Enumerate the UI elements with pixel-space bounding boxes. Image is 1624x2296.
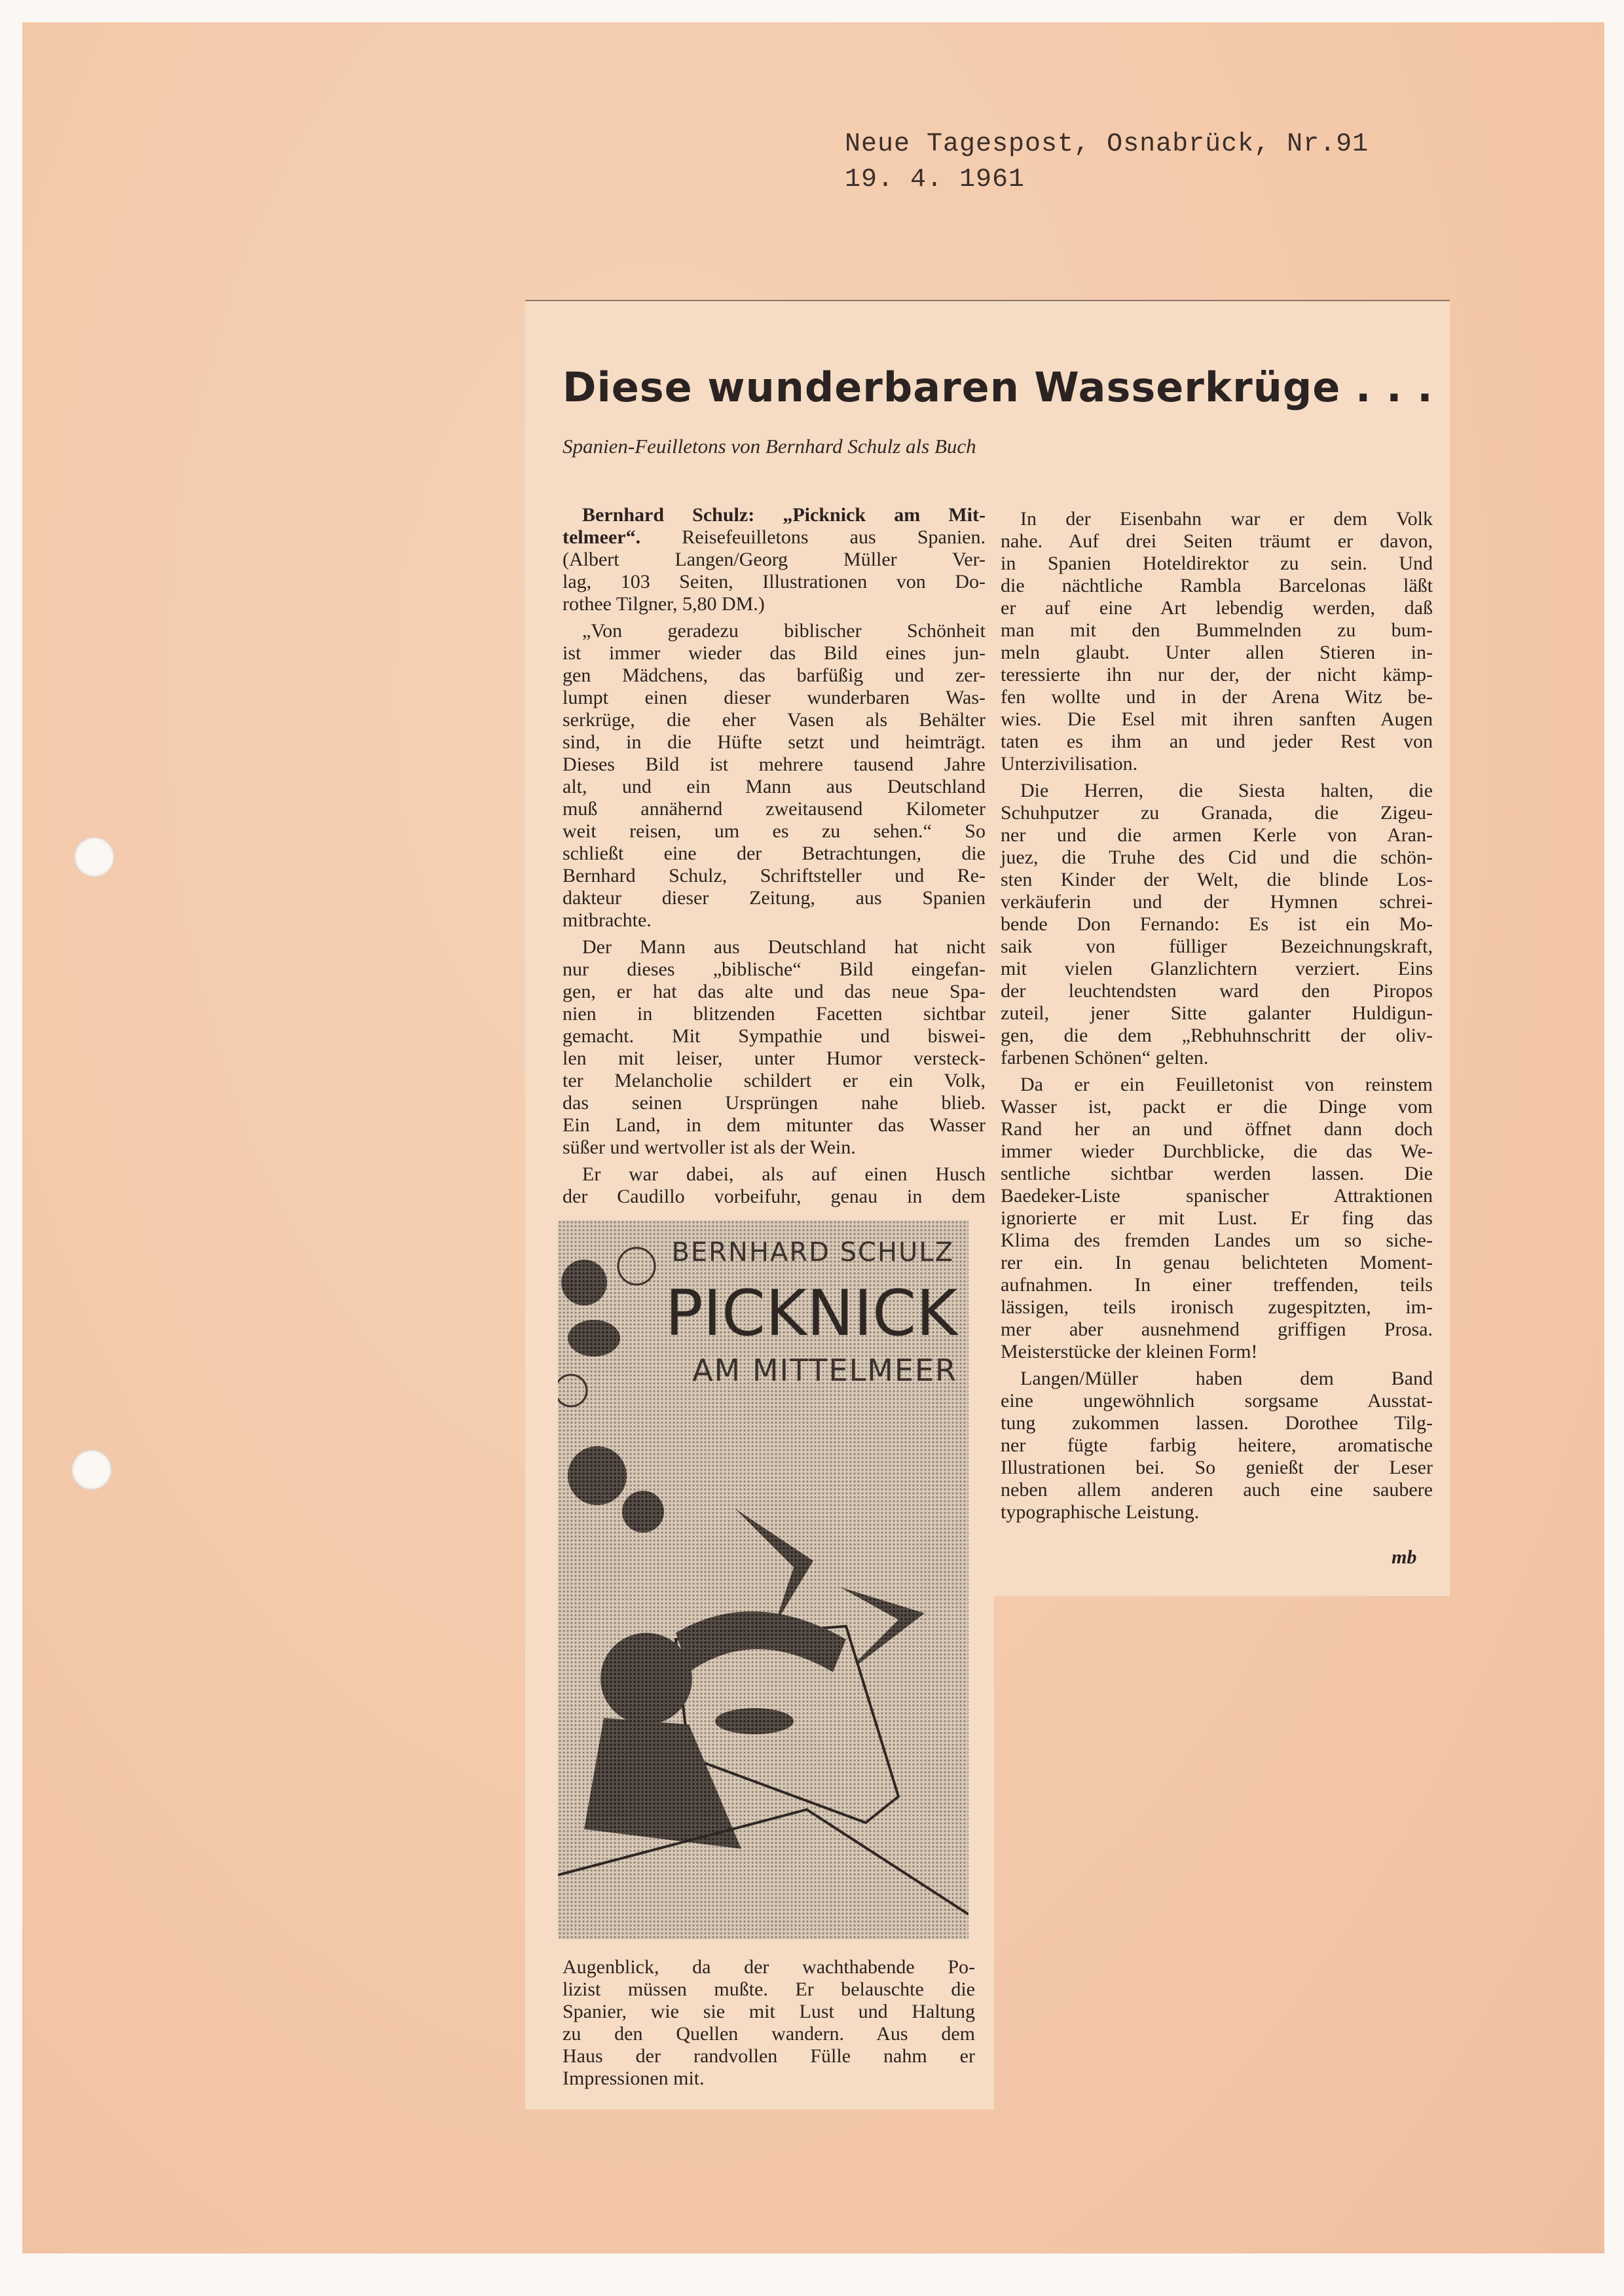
text-line: Der Mann aus Deutschland hat nicht — [582, 936, 986, 958]
cover-author: BERNHARD SCHULZ — [671, 1237, 954, 1267]
text-line: ner und die armen Kerle von Aran- — [1001, 824, 1433, 846]
text-line: er auf eine Art lebendig werden, daß — [1001, 597, 1433, 619]
text-line: juez, die Truhe des Cid und die schön- — [1001, 847, 1433, 868]
text-line: ignorierte er mit Lust. Er fing das — [1001, 1207, 1433, 1229]
text-line: lumpt einen dieser wunderbaren Was- — [563, 687, 986, 708]
paragraph — [1001, 1074, 1433, 1363]
text-line: der Caudillo vorbeifuhr, genau in dem — [563, 1186, 986, 1207]
paragraph — [563, 1956, 975, 2090]
text-line: len mit leiser, unter Humor versteck- — [563, 1048, 986, 1069]
text-line: sind, in die Hüfte setzt und heimträgt. — [563, 731, 986, 753]
cover-subtitle: AM MITTELMEER — [692, 1353, 957, 1388]
text-line: Unterzivilisation. — [1001, 753, 1138, 774]
bold-text: Bernhard Schulz: „Picknick am Mit- — [582, 504, 986, 526]
bull-eye — [715, 1708, 794, 1734]
text-line: (Albert Langen/Georg Müller Ver- — [563, 549, 986, 570]
text-line: bende Don Fernando: Es ist ein Mo- — [1001, 913, 1433, 935]
text-line: Langen/Müller haben dem Band — [1020, 1368, 1433, 1389]
paragraph — [563, 936, 986, 1159]
text-line: sten Kinder der Welt, die blinde Los- — [1001, 869, 1433, 890]
text-line — [563, 526, 986, 549]
text-line: ist immer wieder das Bild eines jun- — [563, 642, 986, 664]
text-line: tung zukommen lassen. Dorothee Tilg- — [1001, 1412, 1433, 1434]
fruit-circle — [622, 1491, 664, 1533]
text-line: wies. Die Esel mit ihren sanften Augen — [1001, 708, 1433, 730]
text-line: Schuhputzer zu Granada, die Zigeu- — [1001, 802, 1433, 824]
text-line: taten es ihm an und jeder Rest von — [1001, 731, 1433, 752]
fruit-circle — [568, 1446, 627, 1505]
text-line: ner fügte farbig heitere, aromatische — [1001, 1434, 1433, 1456]
source-line: Neue Tagespost, Osnabrück, Nr.91 — [845, 130, 1369, 159]
text-line: nien in blitzenden Facetten sichtbar — [563, 1003, 986, 1025]
text-line: Rand her an und öffnet dann doch — [1001, 1118, 1433, 1140]
text-line: rer ein. In genau belichteten Moment- — [1001, 1252, 1433, 1273]
text-line: zuteil, jener Sitte galanter Huldigun- — [1001, 1002, 1433, 1024]
paragraph — [1001, 508, 1433, 775]
book-cover-illustration — [558, 1220, 969, 1939]
text-line: gen, die dem „Rebhuhnschritt der oliv- — [1001, 1025, 1433, 1046]
text-line: farbenen Schönen“ gelten. — [1001, 1047, 1209, 1068]
text-line: Baedeker-Liste spanischer Attraktionen — [1001, 1185, 1433, 1207]
text: Reisefeuilletons aus Spanien. — [640, 526, 986, 548]
text-line: In der Eisenbahn war er dem Volk — [1020, 508, 1433, 530]
text-line: ter Melancholie schildert er ein Volk, — [563, 1070, 986, 1091]
text-line: gemacht. Mit Sympathie und biswei- — [563, 1025, 986, 1047]
text-line: die nächtliche Rambla Barcelonas läßt — [1001, 575, 1433, 596]
text-line: Spanier, wie sie mit Lust und Haltung — [563, 2001, 975, 2022]
text-line: nur dieses „biblische“ Bild eingefan- — [563, 958, 986, 980]
punch-hole-top — [74, 837, 115, 877]
date-line: 19. 4. 1961 — [845, 165, 1025, 194]
text-line: verkäuferin und der Hymnen schrei- — [1001, 891, 1433, 913]
text-line: alt, und ein Mann aus Deutschland — [563, 776, 986, 797]
text-line: süßer und wertvoller ist als der Wein. — [563, 1137, 856, 1158]
text-line: meln glaubt. Unter allen Stieren in- — [1001, 642, 1433, 663]
text-line: lag, 103 Seiten, Illustrationen von Do- — [563, 571, 986, 592]
text-line: zu den Quellen wandern. Aus dem — [563, 2023, 975, 2045]
text-line: rothee Tilgner, 5,80 DM.) — [563, 593, 765, 615]
text-line: weit reisen, um es zu sehen.“ So — [563, 820, 986, 842]
text-line: Illustrationen bei. So genießt der Leser — [1001, 1457, 1433, 1478]
text-line: nahe. Auf drei Seiten träumt er davon, — [1001, 530, 1433, 552]
text-line: Ein Land, in dem mitunter das Wasser — [563, 1114, 986, 1136]
text-line: fen wollte und in der Arena Witz be- — [1001, 686, 1433, 708]
text-line: immer wieder Durchblicke, die das We- — [1001, 1140, 1433, 1162]
paragraph — [563, 1163, 986, 1208]
text-line: eine ungewöhnlich sorgsame Ausstat- — [1001, 1390, 1433, 1412]
article-subtitle: Spanien-Feuilletons von Bernhard Schulz als Buch — [563, 435, 976, 458]
text-line: man mit den Bummelnden zu bum- — [1001, 619, 1433, 641]
figure-head — [600, 1633, 692, 1724]
paragraph — [563, 504, 986, 615]
left-column-continued — [563, 1956, 975, 2094]
text-line: mitbrachte. — [563, 909, 652, 931]
left-column — [563, 504, 986, 1212]
text-line: Wasser ist, packt er die Dinge vom — [1001, 1096, 1433, 1118]
fruit-circle — [561, 1260, 607, 1305]
fruit-circle — [568, 1320, 620, 1357]
text-line: Da er ein Feuilletonist von reinstem — [1020, 1074, 1433, 1095]
author-signature: mb — [1392, 1546, 1417, 1568]
text-line: saik von fülliger Bezeichnungskraft, — [1001, 936, 1433, 957]
text-line: mer aber ausnehmend griffigen Prosa. — [1001, 1319, 1433, 1340]
text-line: gen Mädchens, das barfüßig und zer- — [563, 665, 986, 686]
text-line: Dieses Bild ist mehrere tausend Jahre — [563, 754, 986, 775]
text-line: neben allem anderen auch eine saubere — [1001, 1479, 1433, 1501]
text-line: „Von geradezu biblischer Schönheit — [582, 620, 986, 642]
text-line: lässigen, teils ironisch zugespitzten, im- — [1001, 1296, 1433, 1318]
text-line: in Spanien Hoteldirektor zu sein. Und — [1001, 553, 1433, 574]
bold-text: telmeer“. — [563, 526, 641, 548]
punch-hole-bottom — [71, 1449, 112, 1490]
text-line: sentliche sichtbar werden lassen. Die — [1001, 1163, 1433, 1184]
text-line: Er war dabei, als auf einen Husch — [582, 1163, 986, 1185]
paragraph — [1001, 780, 1433, 1069]
right-column — [1001, 508, 1433, 1528]
text-line — [563, 504, 986, 526]
paragraph — [563, 620, 986, 932]
text-line: Haus der randvollen Fülle nahm er — [563, 2045, 975, 2067]
text-line: Die Herren, die Siesta halten, die — [1020, 780, 1433, 801]
text-line: gen, er hat das alte und das neue Spa- — [563, 981, 986, 1002]
article-title: Diese wunderbaren Wasserkrüge . . . — [563, 363, 1433, 411]
text-line: Meisterstücke der kleinen Form! — [1001, 1341, 1258, 1362]
text-line: aufnahmen. In einer treffenden, teils — [1001, 1274, 1433, 1296]
text-line: lizist müssen mußte. Er belauschte die — [563, 1978, 975, 2000]
text-line: der leuchtendsten ward den Piropos — [1001, 980, 1433, 1002]
text-line: mit vielen Glanzlichtern verziert. Eins — [1001, 958, 1433, 979]
text-line: schließt eine der Betrachtungen, die — [563, 843, 986, 864]
paragraph — [1001, 1368, 1433, 1523]
text-line: Klima des fremden Landes um so siche- — [1001, 1230, 1433, 1251]
text-line: muß annähernd zweitausend Kilometer — [563, 798, 986, 820]
text-line: das seinen Ursprüngen nahe blieb. — [563, 1092, 986, 1114]
text-line: dakteur dieser Zeitung, aus Spanien — [563, 887, 986, 909]
cover-title: PICKNICK — [665, 1277, 957, 1350]
text-line: teressierte ihn nur der, der nicht kämp- — [1001, 664, 1433, 685]
text-line: Impressionen mit. — [563, 2068, 705, 2089]
text-line: Augenblick, da der wachthabende Po- — [563, 1956, 975, 1978]
text-line: typographische Leistung. — [1001, 1501, 1200, 1523]
text-line: Bernhard Schulz, Schriftsteller und Re- — [563, 865, 986, 886]
text-line: serkrüge, die eher Vasen als Behälter — [563, 709, 986, 731]
